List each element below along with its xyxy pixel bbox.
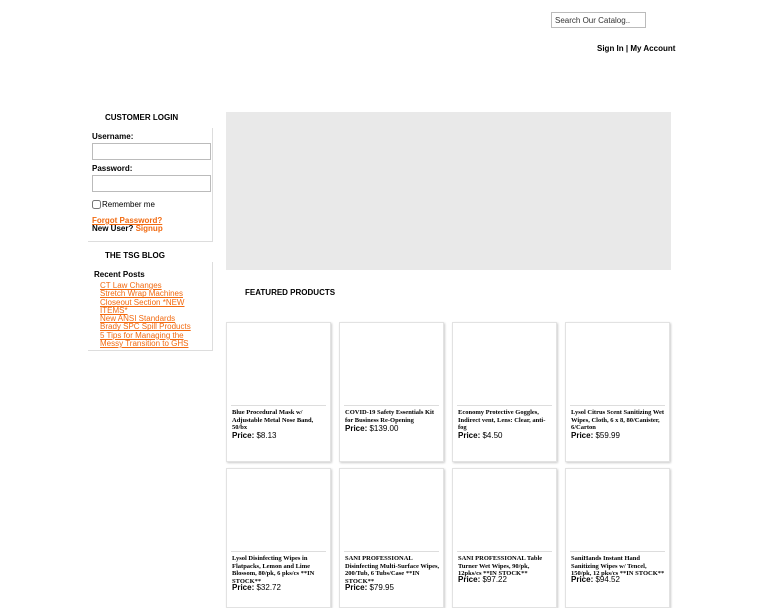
product-name[interactable]: Lysol Citrus Scent Sanitizing Wet Wipes, Cloth, 6 x 8, 80/Canister, 6/Carton — [571, 409, 665, 431]
blog-title: THE TSG BLOG — [105, 251, 165, 260]
product-card[interactable] — [339, 322, 444, 462]
blog-post-link[interactable]: New ANSI Standards — [100, 314, 176, 324]
product-name[interactable]: Blue Procedural Mask w/ Adjustable Metal Nose Band, 50/bx — [232, 409, 314, 431]
price-value: $94.52 — [595, 575, 620, 584]
product-image[interactable] — [231, 326, 326, 406]
hero-banner[interactable] — [226, 112, 671, 270]
product-price — [232, 431, 277, 440]
product-card[interactable] — [452, 322, 557, 462]
product-card[interactable] — [565, 468, 670, 608]
blog-post-link[interactable]: Brady SPC Spill Products — [100, 322, 191, 332]
product-name[interactable]: SANI PROFESSIONAL Disinfecting Multi-Surface Wipes, 200/Tub, 6 Tubs/Case **IN STOCK** — [345, 555, 440, 585]
product-price — [345, 424, 398, 433]
price-value: $4.50 — [482, 431, 503, 440]
blog-post-link[interactable]: Closeout Section *NEW ITEMS* — [100, 297, 185, 315]
password-field[interactable] — [92, 175, 211, 192]
product-card[interactable] — [452, 468, 557, 608]
product-name[interactable]: Lysol Disinfecting Wipes in Flatpacks, Lemon and Lime Blossom, 80/pk, 6 pks/cs **IN STOCK** — [232, 555, 315, 585]
new-user-label: New User? — [92, 224, 134, 233]
product-name[interactable]: SaniHands Instant Hand Sanitizing Wipes w/ Tencel, 150/pk, 12 pks/cs **IN STOCK** — [571, 555, 665, 577]
product-image[interactable] — [344, 472, 439, 552]
price-label: Price: — [458, 575, 481, 584]
product-card[interactable] — [226, 322, 331, 462]
remember-me-checkbox[interactable] — [92, 200, 101, 209]
price-value: $8.13 — [256, 431, 277, 440]
product-price — [458, 431, 503, 440]
price-label: Price: — [571, 575, 594, 584]
product-image[interactable] — [457, 326, 552, 406]
product-image[interactable] — [231, 472, 326, 552]
product-price — [458, 575, 507, 584]
product-card[interactable] — [339, 468, 444, 608]
password-label: Password: — [92, 164, 133, 173]
signup-link[interactable]: Signup — [135, 224, 163, 233]
recent-posts-label: Recent Posts — [94, 270, 145, 279]
product-price — [571, 431, 620, 440]
product-card[interactable] — [565, 322, 670, 462]
price-label: Price: — [232, 431, 255, 440]
product-image[interactable] — [570, 472, 665, 552]
product-price — [232, 583, 281, 592]
new-user-row — [92, 224, 163, 233]
search-input[interactable] — [551, 12, 646, 28]
price-value: $97.22 — [482, 575, 507, 584]
price-label: Price: — [232, 583, 255, 592]
price-label: Price: — [345, 583, 368, 592]
sign-in-link[interactable]: Sign In — [597, 44, 624, 53]
product-price — [345, 583, 394, 592]
price-value: $32.72 — [256, 583, 281, 592]
username-field[interactable] — [92, 143, 211, 160]
price-value: $139.00 — [369, 424, 399, 433]
product-image[interactable] — [570, 326, 665, 406]
recent-posts-list — [100, 282, 208, 348]
username-label: Username: — [92, 132, 134, 141]
customer-login-title: CUSTOMER LOGIN — [105, 113, 179, 122]
price-value: $59.99 — [595, 431, 620, 440]
my-account-link[interactable]: My Account — [630, 44, 676, 53]
product-name[interactable]: Economy Protective Goggles, Indirect vent, Lens: Clear, anti-fog — [458, 409, 546, 431]
blog-post-link[interactable]: Stretch Wrap Machines — [100, 289, 183, 299]
product-image[interactable] — [344, 326, 439, 406]
remember-me-label: Remember me — [102, 200, 155, 209]
product-name[interactable]: COVID-19 Safety Essentials Kit for Business Re-Opening — [345, 409, 435, 424]
price-label: Price: — [345, 424, 368, 433]
price-value: $79.95 — [369, 583, 394, 592]
product-image[interactable] — [457, 472, 552, 552]
account-links — [597, 44, 675, 53]
price-label: Price: — [571, 431, 594, 440]
blog-post-link[interactable]: 5 Tips for Managing the Messy Transition to GHS — [100, 330, 189, 349]
forgot-password-link[interactable]: Forgot Password? — [92, 216, 163, 225]
price-label: Price: — [458, 431, 481, 440]
featured-products-title: FEATURED PRODUCTS — [245, 288, 336, 297]
link-separator: | — [623, 44, 631, 53]
product-card[interactable] — [226, 468, 331, 608]
product-name[interactable]: SANI PROFESSIONAL Table Turner Wet Wipes, 90/pk, 12pks/cs **IN STOCK** — [458, 555, 543, 577]
blog-post-link[interactable]: CT Law Changes — [100, 281, 162, 290]
product-price — [571, 575, 620, 584]
